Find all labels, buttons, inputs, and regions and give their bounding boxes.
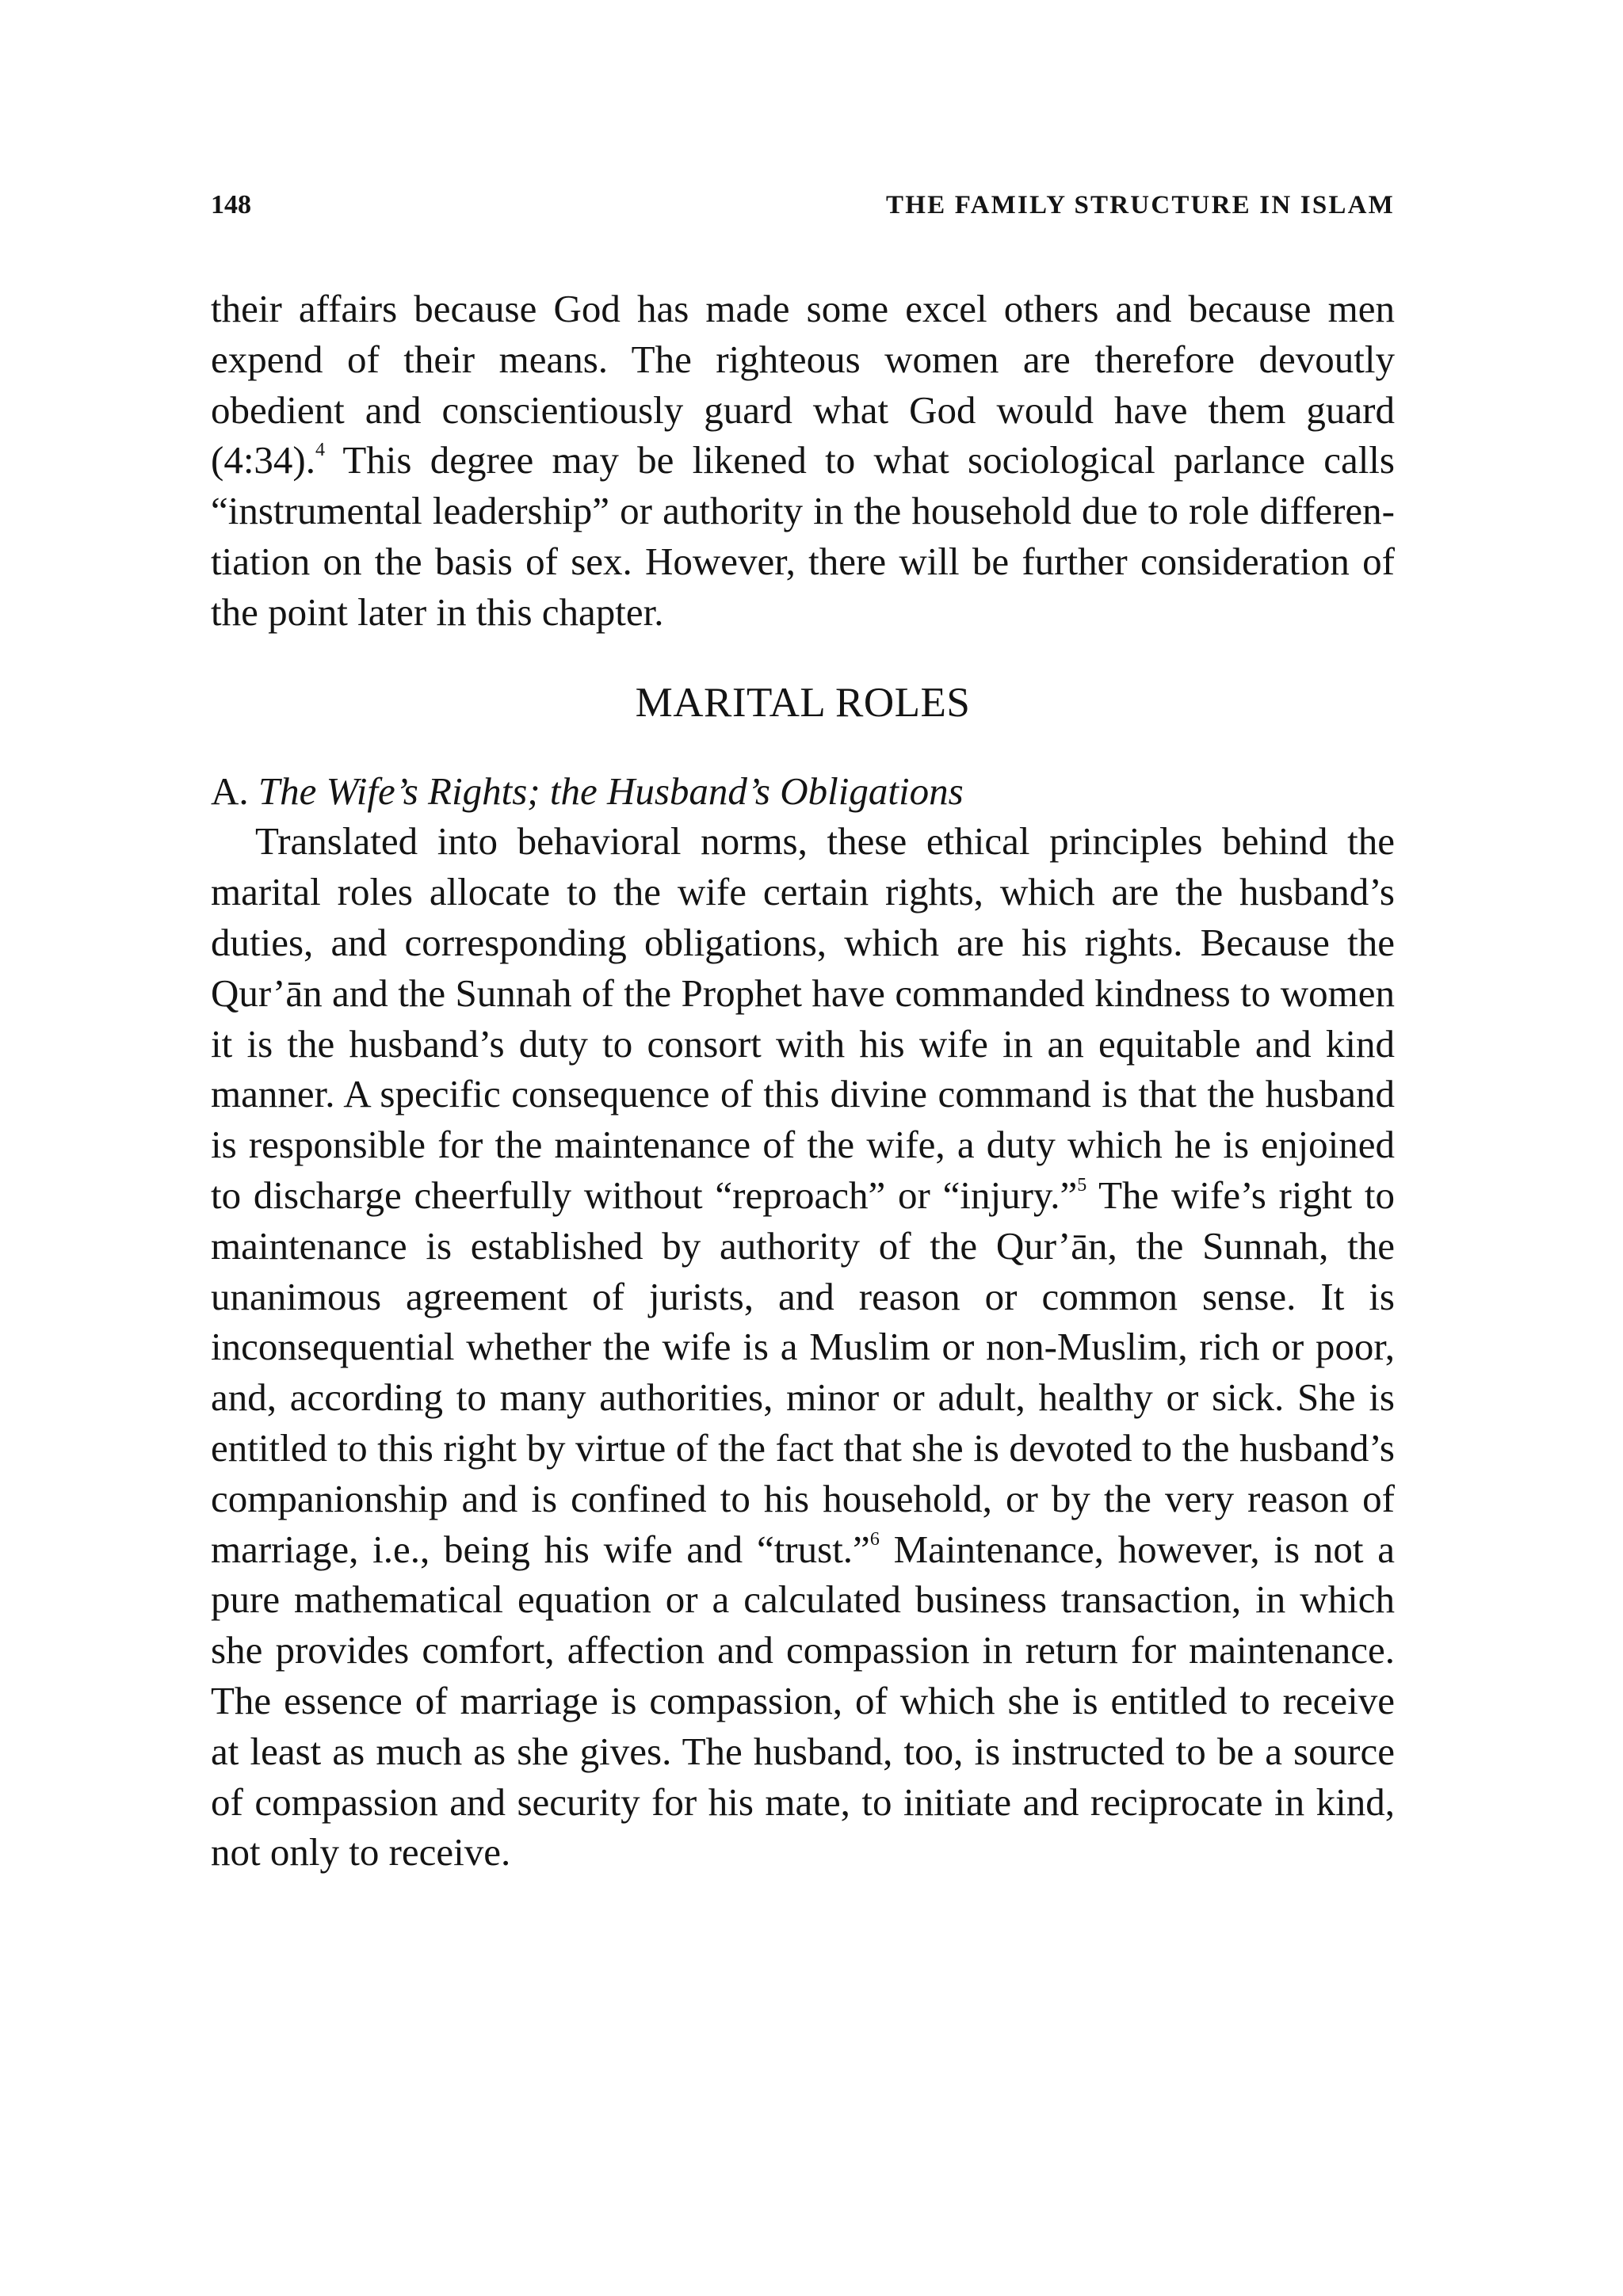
book-page [211,190,1395,1878]
footnote-marker: 5 [1077,1174,1087,1196]
subsection-letter: A. [211,769,249,813]
paragraph-text: their affairs because God has made some excel others and because men expend of their means. The righteous women are therefore devoutly obedient and conscientiously guard what God would have them guard (4:34). [211,287,1395,482]
page-number: 148 [211,190,251,219]
running-head [211,190,1395,238]
body-text [211,284,1395,1878]
paragraph-main [211,816,1395,1878]
paragraph-text: Maintenance, however, is not a pure mathematical equation or a calculated business transaction, in which she provides comfort, affection and compassion in return for maintenance. The essence of marriage is compassion, of which she is entitled to receive at least as much as she gives. The husband, too, is instructed to be a source of compassion and security for his mate, to initiate and reciprocate in kind, not only to receive. [211,1527,1395,1875]
paragraph-text: This degree may be likened to what sociological parlance calls “instrumental leadership” or authority in the household due to role differentiation on the basis of sex. However, there will be further consideration of the point later in this chapter. [211,438,1395,634]
footnote-marker: 4 [315,440,325,461]
paragraph-text: The wife’s right to maintenance is established by authority of the Qur’ān, the Sunnah, the unanimous agreement of jurists, and reason or common sense. It is inconsequential whether the wife is a Muslim or non-Muslim, rich or poor, and, according to many authorities, minor or adult, healthy or sick. She is entitled to this right by virtue of the fact that she is devoted to the husband’s companionship and is confined to his household, or by the very reason of marriage, i.e., being his wife and “trust.” [211,1173,1395,1571]
subsection-title: The Wife’s Rights; the Husband’s Obligations [258,769,964,813]
paragraph-continued [211,284,1395,638]
footnote-marker: 6 [869,1528,880,1550]
subsection-heading [211,766,1395,817]
running-title: THE FAMILY STRUCTURE IN ISLAM [885,191,1395,219]
section-heading: MARITAL ROLES [635,679,971,726]
paragraph-text: Translated into behavioral norms, these ethical principles behind the marital roles allocate to the wife certain rights, which are the husband’s duties, and corresponding obligations, which are his rights. Because the Qur’ān and the Sunnah of the Prophet have commanded kindness to women it is the husband’s duty to consort with his wife in an equitable and kind manner. A specific consequence of this divine command is that the husband is responsible for the maintenance of the wife, a duty which he is enjoined to discharge cheerfully without “reproach” or “injury.” [211,819,1395,1217]
